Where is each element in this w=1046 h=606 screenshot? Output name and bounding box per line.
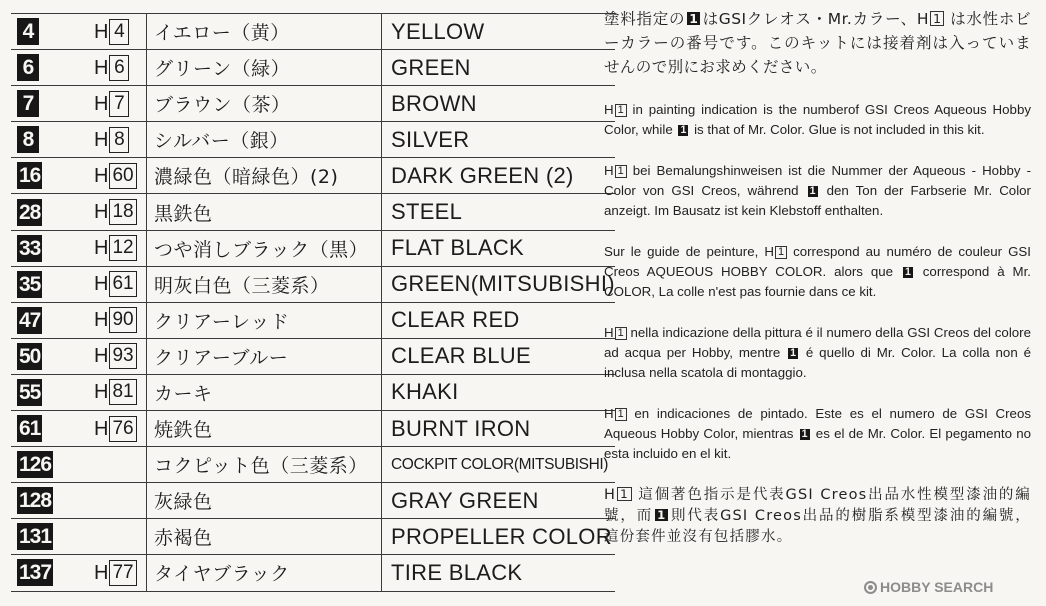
hobby-color-number: 7 [109, 91, 129, 117]
color-name-japanese: 濃緑色（暗緑色）(2) [147, 158, 382, 194]
hobby-color-prefix: H [94, 56, 109, 79]
color-name-english: PROPELLER COLOR [382, 519, 615, 555]
note-jp-text-3: は水性ホビーカラーの番号です。このキットには接着剤は入っていませんので別にお求めください。 [604, 10, 1031, 76]
note-chinese: H 1 這個著色指示是代表GSI Creos出品水性模型漆油的編號，而 1 則代表GSI Creos出品的樹脂系模型漆油的編號，這份套件並沒有包括膠水。 [604, 487, 1031, 545]
color-name-english: SILVER [382, 122, 615, 158]
note-italian: H 1 nella indicazione della pittura é il numero della GSI Creos del colore ad acqua per Hobby, mentre 1 é quello di Mr. Color. La colla non é inclusa nella scatola di montaggio. [604, 325, 1031, 380]
color-name-japanese: ブラウン（茶） [147, 86, 382, 122]
hobby-color-prefix: H [94, 417, 109, 440]
color-name-english: GREEN(MITSUBISHI) [382, 266, 615, 302]
hobby-color-number: 93 [109, 343, 136, 369]
table-row [11, 555, 615, 591]
note-german: H 1 bei Bemalungshinweisen ist die Nummer der Aqueous - Hobby - Color von GSI Creos, während 1 den Ton der Farbserie Mr. Color anzeigt. Im Bausatz ist kein Klebstoff enthalten. [604, 163, 1032, 218]
hobby-color-prefix: H [94, 164, 109, 187]
hobby-color-prefix: H [94, 128, 109, 151]
color-name-japanese: 灰緑色 [147, 483, 382, 519]
hobby-color-prefix: H [94, 92, 109, 115]
mr-color-number: 131 [19, 525, 52, 549]
color-name-english: BROWN [382, 86, 615, 122]
table-row [11, 302, 615, 338]
mr-color-number: 61 [19, 417, 41, 441]
mr-color-cell [11, 50, 70, 86]
color-name-japanese: カーキ [147, 374, 382, 410]
mr-color-number: 6 [17, 54, 39, 81]
color-name-japanese: タイヤブラック [147, 555, 382, 591]
mr-color-marker: 1 [809, 185, 816, 197]
table-row [11, 230, 615, 266]
table-row [11, 14, 615, 50]
hobby-color-cell [70, 483, 147, 519]
table-row [11, 194, 615, 230]
color-name-japanese: グリーン（緑） [147, 50, 382, 86]
hobby-color-prefix: H [94, 309, 109, 332]
hobby-color-number: 4 [109, 19, 129, 45]
hobby-color-cell [70, 230, 147, 266]
paint-color-table [11, 13, 615, 592]
mr-color-marker: 1 [790, 347, 797, 359]
hobby-color-number: 18 [109, 199, 136, 225]
hobby-search-logo-icon [864, 581, 877, 594]
mr-color-number: 4 [17, 18, 39, 45]
mr-color-cell [11, 230, 70, 266]
hobby-color-marker: H 1 [604, 487, 632, 503]
mr-color-cell [11, 447, 70, 483]
color-name-english: CLEAR RED [382, 302, 615, 338]
table-row [11, 338, 615, 374]
hobby-color-marker: H 1 [604, 102, 627, 117]
color-name-english: FLAT BLACK [382, 230, 615, 266]
table-row [11, 122, 615, 158]
hobby-color-number: 81 [109, 379, 136, 405]
mr-color-marker: 1 [801, 428, 808, 440]
table-row [11, 519, 615, 555]
color-name-english: GRAY GREEN [382, 483, 615, 519]
color-name-english: KHAKI [382, 374, 615, 410]
mr-color-number: 7 [17, 90, 39, 117]
note-jp-text-2: はGSIクレオス・Mr.カラー、 [702, 10, 917, 28]
mr-color-marker: 1 [689, 11, 699, 26]
mr-color-number: 137 [19, 561, 52, 585]
hobby-color-prefix: H [94, 381, 109, 404]
mr-color-number: 50 [19, 344, 41, 368]
watermark-text: HOBBY SEARCH [880, 579, 994, 595]
hobby-color-cell [70, 374, 147, 410]
mr-color-cell [11, 158, 70, 194]
hobby-color-marker: H 1 [604, 325, 627, 340]
hobby-color-number: 60 [109, 163, 136, 189]
hobby-color-prefix: H [94, 345, 109, 368]
mr-color-cell [11, 122, 70, 158]
mr-color-cell [11, 411, 70, 447]
color-name-japanese: 黒鉄色 [147, 194, 382, 230]
color-name-japanese: コクピット色（三菱系） [147, 447, 382, 483]
mr-color-number: 126 [19, 453, 52, 477]
hobby-color-number: 90 [109, 307, 136, 333]
hobby-color-number: 77 [109, 560, 136, 586]
color-name-japanese: つや消しブラック（黒） [147, 230, 382, 266]
hobby-color-number: 12 [109, 235, 136, 261]
note-jp-text-1: 塗料指定の [604, 10, 686, 28]
mr-color-number: 35 [19, 272, 41, 296]
mr-color-cell [11, 86, 70, 122]
note-spanish: H 1 en indicaciones de pintado. Este es el numero de GSI Creos Aqueous Hobby Color, mientras 1 es el de Mr. Color. El pegamento no esta incluido en el kit. [604, 406, 1031, 461]
color-name-japanese: 焼鉄色 [147, 411, 382, 447]
mr-color-number: 8 [17, 126, 39, 153]
hobby-color-cell [70, 194, 147, 230]
table-row [11, 447, 615, 483]
color-name-english: TIRE BLACK [382, 555, 615, 591]
mr-color-number: 55 [19, 380, 41, 404]
mr-color-cell [11, 338, 70, 374]
mr-color-cell [11, 483, 70, 519]
mr-color-cell [11, 374, 70, 410]
hobby-search-watermark [864, 579, 993, 595]
mr-color-marker: 1 [657, 508, 667, 522]
color-name-japanese: クリアーブルー [147, 338, 382, 374]
hobby-color-prefix: H [94, 273, 109, 296]
color-name-japanese: 赤褐色 [147, 519, 382, 555]
hobby-color-prefix: H [94, 201, 109, 224]
paint-notes [604, 7, 1031, 548]
hobby-color-prefix: H [94, 561, 109, 584]
hobby-color-cell [70, 266, 147, 302]
color-name-japanese: クリアーレッド [147, 302, 382, 338]
hobby-color-number: 8 [109, 127, 129, 153]
color-name-japanese: イエロー（黄） [147, 14, 382, 50]
color-name-english: STEEL [382, 194, 615, 230]
mr-color-number: 16 [19, 164, 41, 188]
note-french: Sur le guide de peinture, H 1 correspond au numéro de couleur GSI Creos AQUEOUS HOBBY COLOR. alors que 1 correspond à Mr. COLOR, La colle n'est pas fournie dans ce kit. [604, 244, 1031, 299]
hobby-color-cell [70, 86, 147, 122]
mr-color-cell [11, 519, 70, 555]
mr-color-number: 28 [19, 200, 41, 224]
color-name-japanese: シルバー（銀） [147, 122, 382, 158]
hobby-color-cell [70, 519, 147, 555]
paint-color-rows [11, 14, 615, 592]
hobby-color-cell [70, 302, 147, 338]
color-name-english: CLEAR BLUE [382, 338, 615, 374]
table-row [11, 158, 615, 194]
table-row [11, 374, 615, 410]
mr-color-number: 47 [19, 308, 41, 332]
mr-color-marker: 1 [904, 266, 911, 278]
mr-color-cell [11, 194, 70, 230]
table-row [11, 266, 615, 302]
hobby-color-number: 6 [109, 55, 129, 81]
color-name-english: COCKPIT COLOR(MITSUBISHI) [382, 447, 615, 483]
table-row [11, 483, 615, 519]
mr-color-cell [11, 266, 70, 302]
hobby-color-prefix: H [94, 237, 109, 260]
note-japanese [604, 7, 1031, 79]
hobby-color-marker: H 1 [764, 244, 787, 259]
mr-color-cell [11, 555, 70, 591]
hobby-color-cell [70, 411, 147, 447]
color-name-english: BURNT IRON [382, 411, 615, 447]
note-english: H 1 in painting indication is the numberof GSI Creos Aqueous Hobby Color, while 1 is that of Mr. Color. Glue is not included in this kit. [604, 102, 1031, 137]
mr-color-cell [11, 302, 70, 338]
mr-color-marker: 1 [680, 124, 687, 136]
hobby-color-cell [70, 50, 147, 86]
mr-color-cell [11, 14, 70, 50]
color-name-english: DARK GREEN (2) [382, 158, 615, 194]
table-row [11, 86, 615, 122]
hobby-color-cell [70, 338, 147, 374]
hobby-color-cell [70, 158, 147, 194]
color-name-english: GREEN [382, 50, 615, 86]
table-row [11, 411, 615, 447]
color-name-english: YELLOW [382, 14, 615, 50]
hobby-color-marker: H 1 [917, 10, 945, 28]
color-name-japanese: 明灰白色（三菱系） [147, 266, 382, 302]
mr-color-number: 33 [19, 236, 41, 260]
hobby-color-number: 61 [109, 271, 136, 297]
hobby-color-cell [70, 122, 147, 158]
mr-color-number: 128 [19, 489, 52, 513]
hobby-color-marker: H 1 [604, 406, 627, 421]
hobby-color-number: 76 [109, 416, 136, 442]
hobby-color-cell [70, 555, 147, 591]
hobby-color-cell [70, 14, 147, 50]
hobby-color-prefix: H [94, 20, 109, 43]
table-row [11, 50, 615, 86]
hobby-color-marker: H 1 [604, 163, 627, 178]
hobby-color-cell [70, 447, 147, 483]
